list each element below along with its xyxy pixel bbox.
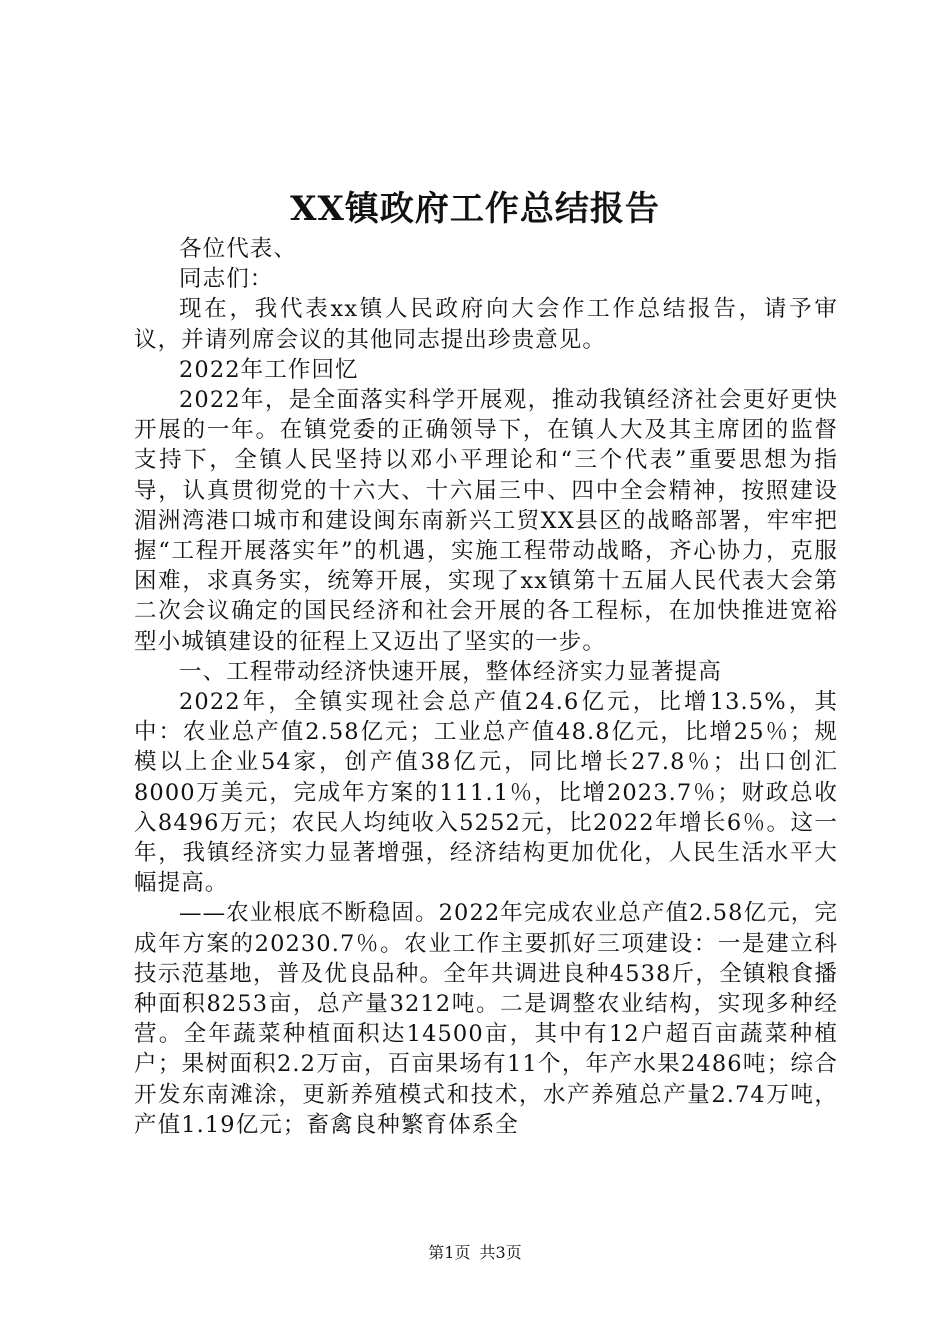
agriculture-paragraph: ——农业根底不断稳固。2022年完成农业总产值2.58亿元，完成年方案的20230.7％。农业工作主要抓好三项建设：一是建立科技示范基地，普及优良品种。全年共调进良种4538斤，全镇粮食播种面积8253亩，总产量3212吨。二是调整农业结构，实现多种经营。全年蔬菜种植面积达14500亩，其中有12户超百亩蔬菜种植户；果树面积2.2万亩，百亩果场有11个，年产水果2486吨；综合开发东南滩涂，更新养殖模式和技术，水产养殖总产量2.74万吨，产值1.19亿元；畜禽良种繁育体系全 xyxy=(134,900,838,1138)
document-body xyxy=(134,234,838,1140)
opening-paragraph: 现在，我代表xx镇人民政府向大会作工作总结报告，请予审议，并请列席会议的其他同志提出珍贵意见。 xyxy=(134,296,838,353)
page-footer xyxy=(0,1241,950,1265)
economy-paragraph: 2022年，全镇实现社会总产值24.6亿元，比增13.5%，其中：农业总产值2.58亿元；工业总产值48.8亿元，比增25％；规模以上企业54家，创产值38亿元，同比增长27.8％；出口创汇8000万美元，完成年方案的111.1％，比增2023.7％；财政总收入8496万元；农民人均纯收入5252元，比2022年增长6％。这一年，我镇经济实力显著增强，经济结构更加优化，人民生活水平大幅提高。 xyxy=(134,689,838,897)
review-paragraph: 2022年，是全面落实科学开展观，推动我镇经济社会更好更快开展的一年。在镇党委的正确领导下，在镇人大及其主席团的监督支持下，全镇人民坚持以邓小平理论和“三个代表”重要思想为指导，认真贯彻党的十六大、十六届三中、四中全会精神，按照建设湄洲湾港口城市和建设闽东南新兴工贸XX县区的战略部署，牢牢把握“工程开展落实年”的机遇，实施工程带动战略，齐心协力，克服困难，求真务实，统筹开展，实现了xx镇第十五届人民代表大会第二次会议确定的国民经济和社会开展的各工程标，在加快推进宽裕型小城镇建设的征程上又迈出了坚实的一步。 xyxy=(134,387,838,655)
salutation-comrades: 同志们： xyxy=(179,266,274,293)
section-heading-review: 2022年工作回忆 xyxy=(179,356,359,383)
section-heading-economy: 一、工程带动经济快速开展，整体经济实力显著提高 xyxy=(179,658,722,685)
document-title: XX镇政府工作总结报告 xyxy=(290,189,660,229)
page-number: 第1页 xyxy=(428,1243,471,1262)
page-total: 共3页 xyxy=(479,1243,522,1262)
salutation-representatives: 各位代表、 xyxy=(179,236,298,262)
